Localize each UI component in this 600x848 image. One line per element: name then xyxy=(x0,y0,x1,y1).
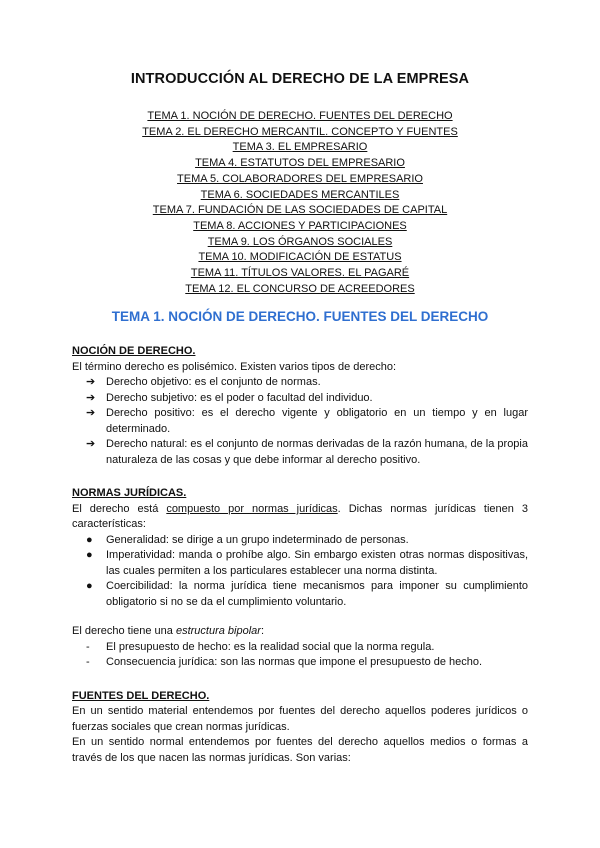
estructura-intro: El derecho tiene una estructura bipolar: xyxy=(72,625,265,638)
arrow-bullet-icon: ➔ xyxy=(86,376,96,389)
nocion-list xyxy=(72,375,528,468)
nocion-intro: El término derecho es polisémico. Existen varios tipos de derecho: xyxy=(72,360,397,373)
toc-link-tema-5[interactable]: TEMA 5. COLABORADORES DEL EMPRESARIO xyxy=(177,172,423,185)
toc-link-tema-12[interactable]: TEMA 12. EL CONCURSO DE ACREEDORES xyxy=(185,282,415,295)
fuentes-paragraph-1: En un sentido material entendemos por fuentes del derecho aquellos poderes jurídicos o fuerzas sociales que crean normas jurídicas. xyxy=(72,705,528,733)
list-item: ➔ Derecho natural: es el conjunto de normas derivadas de la razón humana, de la propia naturaleza de las cosas y que debe informar al derecho positivo. xyxy=(86,438,528,466)
list-item: ● Imperatividad: manda o prohíbe algo. Sin embargo existen otras normas dispositivas, las cuales permiten a los particulares establecer una norma distinta. xyxy=(86,549,528,577)
dot-bullet-icon: ● xyxy=(86,580,93,593)
arrow-bullet-icon: ➔ xyxy=(86,391,96,404)
list-item: - El presupuesto de hecho: es la realidad social que la norma regula. xyxy=(72,640,528,656)
heading-normas: NORMAS JURÍDICAS. xyxy=(72,487,187,500)
toc-link-tema-10[interactable]: TEMA 10. MODIFICACIÓN DE ESTATUS xyxy=(198,251,402,264)
arrow-bullet-icon: ➔ xyxy=(86,407,96,420)
toc-link-tema-6[interactable]: TEMA 6. SOCIEDADES MERCANTILES xyxy=(200,188,400,201)
dash-bullet-icon: - xyxy=(86,640,90,653)
toc-link-tema-11[interactable]: TEMA 11. TÍTULOS VALORES. EL PAGARÉ xyxy=(190,267,410,280)
list-item: ● Coercibilidad: la norma jurídica tiene mecanismos para imponer su cumplimiento obligatorio si no se da el cumplimiento voluntario. xyxy=(86,580,528,608)
document-title: INTRODUCCIÓN AL DERECHO DE LA EMPRESA xyxy=(130,71,470,87)
toc-link-tema-7[interactable]: TEMA 7. FUNDACIÓN DE LAS SOCIEDADES DE CAPITAL xyxy=(152,204,448,217)
toc-link-tema-4[interactable]: TEMA 4. ESTATUTOS DEL EMPRESARIO xyxy=(195,157,405,170)
section-title: TEMA 1. NOCIÓN DE DERECHO. FUENTES DEL DERECHO xyxy=(111,309,489,325)
document-body xyxy=(72,344,528,766)
toc-link-tema-9[interactable]: TEMA 9. LOS ÓRGANOS SOCIALES xyxy=(207,235,393,248)
list-item: - Consecuencia jurídica: son las normas que impone el presupuesto de hecho. xyxy=(72,655,528,671)
list-item: ➔ Derecho subjetivo: es el poder o facultad del individuo. xyxy=(72,391,528,407)
list-item: ➔ Derecho objetivo: es el conjunto de normas. xyxy=(72,375,528,391)
normas-intro: El derecho está compuesto por normas jurídicas. Dichas normas jurídicas tienen 3 características: xyxy=(72,502,529,531)
estructura-list xyxy=(72,640,528,671)
dot-bullet-icon: ● xyxy=(86,549,93,562)
arrow-bullet-icon: ➔ xyxy=(86,438,96,451)
table-of-contents xyxy=(72,109,528,297)
toc-link-tema-3[interactable]: TEMA 3. EL EMPRESARIO xyxy=(232,141,368,154)
fuentes-paragraph-2: En un sentido normal entendemos por fuentes del derecho aquellos medios o formas a través de los que nacen las normas jurídicas. Son varias: xyxy=(72,736,528,764)
list-item: ● Generalidad: se dirige a un grupo indeterminado de personas. xyxy=(72,533,528,549)
dash-bullet-icon: - xyxy=(86,656,90,669)
list-item: ➔ Derecho positivo: es el derecho vigente y obligatorio en un tiempo y en lugar determinado. xyxy=(86,407,528,435)
dot-bullet-icon: ● xyxy=(86,533,93,546)
toc-link-tema-1[interactable]: TEMA 1. NOCIÓN DE DERECHO. FUENTES DEL DERECHO xyxy=(147,110,453,122)
heading-fuentes: FUENTES DEL DERECHO. xyxy=(72,689,210,702)
normas-list xyxy=(72,533,528,611)
toc-link-tema-8[interactable]: TEMA 8. ACCIONES Y PARTICIPACIONES xyxy=(193,219,407,232)
toc-link-tema-2[interactable]: TEMA 2. EL DERECHO MERCANTIL. CONCEPTO Y FUENTES xyxy=(142,125,458,138)
heading-nocion: NOCIÓN DE DERECHO. xyxy=(72,345,196,358)
